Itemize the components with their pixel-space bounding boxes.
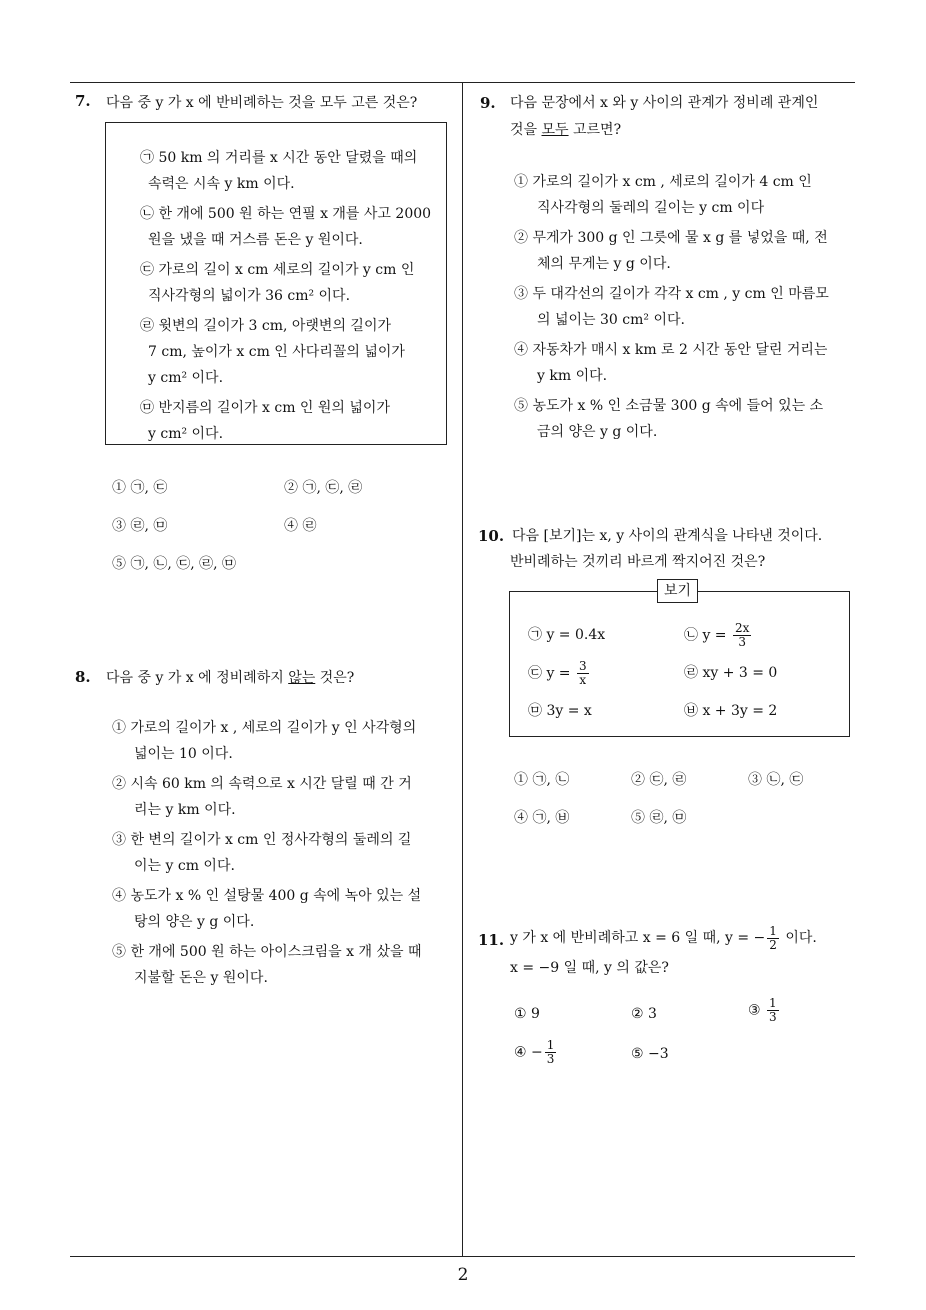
choice-5[interactable]: ⑤ 한 개에 500 원 하는 아이스크림을 x 개 샀을 때 [112, 944, 422, 960]
example-item: ㉣ xy + 3 = 0 [684, 665, 778, 681]
choice-1-cont: 넓이는 10 이다. [134, 746, 233, 762]
choice-4-cont: 탕의 양은 y g 이다. [134, 914, 255, 930]
box-line: 7 cm, 높이가 x cm 인 사다리꼴의 넓이가 [148, 344, 405, 360]
example-item: ㉤ 3y = x [528, 703, 592, 719]
choice-5[interactable]: ⑤ 농도가 x % 인 소금물 300 g 속에 들어 있는 소 [514, 398, 824, 414]
box-line: y cm² 이다. [148, 426, 224, 442]
answer-box [105, 122, 447, 445]
fraction: $\frac{2x}{3}$ [735, 621, 750, 649]
question-stem: 다음 중 y 가 x 에 반비례하는 것을 모두 고른 것은? [106, 95, 418, 111]
question-stem-cont: 반비례하는 것끼리 바르게 짝지어진 것은? [510, 554, 766, 570]
choice-3[interactable]: ③ ㉡, ㉢ [748, 772, 804, 788]
choice-2[interactable]: ② 3 [631, 1006, 657, 1022]
choice-3[interactable]: ③ ㉣, ㉤ [112, 518, 168, 534]
choice-1[interactable]: ① ㉠, ㉡ [514, 772, 570, 788]
choice-2-cont: 체의 무게는 y g 이다. [537, 256, 671, 272]
question-number: 9. [480, 94, 496, 112]
box-line: 직사각형의 넓이가 36 cm² 이다. [148, 288, 351, 304]
box-line: ㉠ 50 km 의 거리를 x 시간 동안 달렸을 때의 [140, 150, 418, 166]
choice-4[interactable]: ④ ㉣ [284, 518, 317, 534]
fraction: $\frac{1}{2}$ [769, 923, 777, 952]
example-item: ㉥ x + 3y = 2 [684, 703, 778, 719]
fraction: $\frac{1}{3}$ [769, 996, 777, 1024]
question-number: 7. [75, 92, 91, 110]
choice-3-cont: 이는 y cm 이다. [134, 858, 235, 874]
question-stem: 다음 문장에서 x 와 y 사이의 관계가 정비례 관계인 [510, 95, 819, 111]
choice-5-cont: 지불할 돈은 y 원이다. [134, 970, 268, 986]
box-line: ㉡ 한 개에 500 원 하는 연필 x 개를 사고 2000 [140, 206, 432, 222]
emphasis-underline: 모두 [541, 122, 569, 138]
choice-2[interactable]: ② 무게가 300 g 인 그릇에 물 x g 를 넣었을 때, 전 [514, 230, 828, 246]
example-item: ㉢ y = $\frac{3}{x}$ [528, 659, 587, 687]
question-number: 8. [75, 668, 91, 686]
choice-2[interactable]: ② ㉢, ㉣ [631, 772, 687, 788]
choice-1[interactable]: ① 가로의 길이가 x , 세로의 길이가 y 인 사각형의 [112, 720, 417, 736]
question-stem: 다음 [보기]는 x, y 사이의 관계식을 나타낸 것이다. [512, 528, 823, 544]
example-item: ㉡ y = $\frac{2x}{3}$ [684, 621, 750, 649]
choice-3[interactable]: ③ $\frac{1}{3}$ [748, 996, 777, 1024]
emphasis-underline: 않는 [288, 670, 316, 686]
choice-3[interactable]: ③ 한 변의 길이가 x cm 인 정사각형의 둘레의 길 [112, 832, 412, 848]
choice-4[interactable]: ④ 자동차가 매시 x km 로 2 시간 동안 달린 거리는 [514, 342, 828, 358]
choice-3-cont: 의 넓이는 30 cm² 이다. [537, 312, 685, 328]
choice-4[interactable]: ④ − $\frac{1}{3}$ [514, 1038, 555, 1066]
choice-1-cont: 직사각형의 둘레의 길이는 y cm 이다 [537, 200, 765, 216]
question-number: 11. [478, 931, 505, 949]
choice-3[interactable]: ③ 두 대각선의 길이가 각각 x cm , y cm 인 마름모 [514, 286, 829, 302]
question-stem-cont: x = −9 일 때, y 의 값은? [510, 960, 669, 976]
example-box-label: 보기 [657, 579, 698, 603]
choice-4[interactable]: ④ 농도가 x % 인 설탕물 400 g 속에 녹아 있는 설 [112, 888, 422, 904]
bottom-rule [70, 1256, 855, 1257]
choice-5[interactable]: ⑤ ㉣, ㉤ [631, 810, 687, 826]
choice-5[interactable]: ⑤ ㉠, ㉡, ㉢, ㉣, ㉤ [112, 556, 237, 572]
box-line: y cm² 이다. [148, 370, 224, 386]
column-divider [462, 82, 463, 1256]
choice-4-cont: y km 이다. [537, 368, 608, 384]
page-number: 2 [457, 1265, 469, 1285]
choice-2-cont: 리는 y km 이다. [134, 802, 236, 818]
choice-1[interactable]: ① 가로의 길이가 x cm , 세로의 길이가 4 cm 인 [514, 174, 812, 190]
choice-2[interactable]: ② 시속 60 km 의 속력으로 x 시간 달릴 때 간 거 [112, 776, 412, 792]
box-line: ㉣ 윗변의 길이가 3 cm, 아랫변의 길이가 [140, 318, 391, 334]
box-line: ㉢ 가로의 길이 x cm 세로의 길이가 y cm 인 [140, 262, 415, 278]
fraction: $\frac{1}{3}$ [546, 1038, 555, 1066]
example-box [509, 583, 850, 737]
box-line: ㉤ 반지름의 길이가 x cm 인 원의 넓이가 [140, 400, 390, 416]
choice-5[interactable]: ⑤ −3 [631, 1046, 669, 1062]
choice-2[interactable]: ② ㉠, ㉢, ㉣ [284, 480, 363, 496]
example-item: ㉠ y = 0.4x [528, 627, 606, 643]
choice-5-cont: 금의 양은 y g 이다. [537, 424, 658, 440]
question-stem: 다음 중 y 가 x 에 정비례하지 않는 것은? [106, 670, 355, 686]
box-line: 원을 냈을 때 거스름 돈은 y 원이다. [148, 232, 363, 248]
question-stem-cont: 것을 모두 고르면? [510, 122, 622, 138]
box-line: 속력은 시속 y km 이다. [148, 176, 295, 192]
choice-1[interactable]: ① 9 [514, 1006, 540, 1022]
fraction: $\frac{3}{x}$ [579, 659, 587, 687]
question-stem: y 가 x 에 반비례하고 x = 6 일 때, y = − $\frac{1}{2}$ 이다. [510, 923, 817, 952]
choice-1[interactable]: ① ㉠, ㉢ [112, 480, 168, 496]
choice-4[interactable]: ④ ㉠, ㉥ [514, 810, 570, 826]
question-number: 10. [478, 527, 505, 545]
